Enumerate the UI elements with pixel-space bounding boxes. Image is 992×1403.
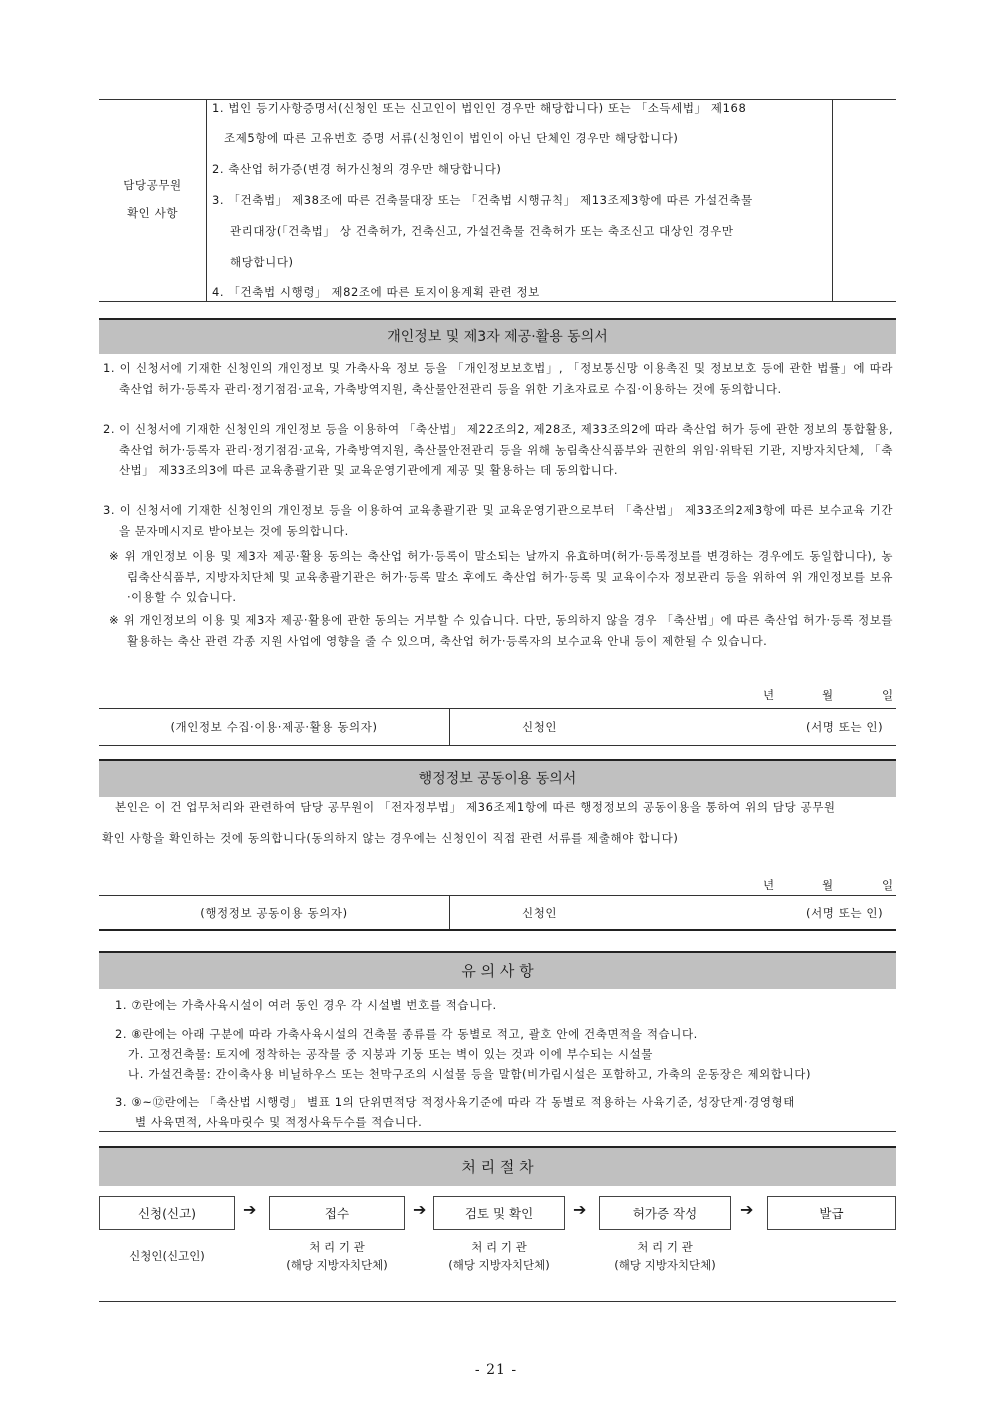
arrow-icon: ➔	[740, 1200, 754, 1219]
step-issue-license: 허가증 작성	[599, 1196, 731, 1230]
privacy-date-day: 일	[882, 688, 894, 702]
admin-consent-line2: 확인 사항을 확인하는 것에 동의합니다(동의하지 않는 경우에는 신청인이 직접 관련 서류를 제출해야 합니다)	[102, 831, 679, 845]
verification-item-1-cont: 조제5항에 따른 고유번호 증명 서류(신청인이 법인이 아닌 단체인 경우만 해당합니다)	[224, 131, 679, 145]
privacy-date-year: 년	[763, 688, 775, 702]
privacy-signature-field[interactable]: (서명 또는 인)	[806, 720, 884, 734]
privacy-consenter-label: (개인정보 수집·이용·제공·활용 동의자)	[170, 720, 378, 734]
admin-sign-divider	[449, 895, 450, 930]
arrow-icon: ➔	[243, 1200, 257, 1219]
note-2: 2. ⑧란에는 아래 구분에 따라 가축사육시설의 건축물 종류를 각 동별로 적고, 괄호 안에 건축면적을 적습니다.	[115, 1027, 698, 1041]
admin-applicant-label: 신청인	[522, 906, 558, 920]
actor-agency-label: 처 리 기 관	[637, 1240, 693, 1254]
actor-agency-label: 처 리 기 관	[309, 1240, 365, 1254]
step-receipt: 접수	[269, 1196, 405, 1230]
arrow-icon: ➔	[413, 1200, 427, 1219]
table-bottom-border	[99, 301, 896, 302]
verification-item-1: 1. 법인 등기사항증명서(신청인 또는 신고인이 법인인 경우만 해당합니다) 또는 「소득세법」 제168	[212, 101, 747, 115]
privacy-applicant-label: 신청인	[522, 720, 558, 734]
privacy-notice-1: ※ 위 개인정보 이용 및 제3자 제공·활용 동의는 축산업 허가·등록이 말소되는 날까지 유효하며(허가·등록정보를 변경하는 경우에도 동일합니다), 농림축산식품부, 지방자치단체 및 교육총괄기관은 허가·등록 말소 후에도 축산업 허가·등록 및 교육이수자 정보관리 등을 위하여 위 개인정보를 보유·이용할 수 있습니다.	[109, 549, 893, 604]
admin-date-day: 일	[882, 878, 894, 892]
verification-item-4: 4. 「건축법 시행령」 제82조에 따른 토지이용계획 관련 정보	[212, 285, 540, 299]
procedure-section-title: 처 리 절 차	[99, 1146, 896, 1186]
note-2a: 가. 고정건축물: 토지에 정착하는 공작물 중 지붕과 기둥 또는 벽이 있는 것과 이에 부수되는 시설물	[128, 1047, 653, 1061]
privacy-clause-2: 2. 이 신청서에 기재한 신청인의 개인정보 등을 이용하여 「축산법」 제22조의2, 제28조, 제33조의2에 따라 축산업 허가 등에 관한 정보의 통합활용, 축산업 허가·등록자 관리·정기점검·교육, 가축방역지원, 축산물안전관리 등을 위해 농림축산식품부와 권한의 위임·위탁된 기관, 지방자치단체, 「축산법」 제33조의3에 따른 교육총괄기관 및 교육운영기관에게 제공 및 활용하는 데 동의합니다.	[103, 422, 893, 477]
notes-section-title: 유 의 사 항	[99, 951, 896, 989]
privacy-sign-top-border	[99, 708, 896, 709]
admin-consent-line1: 본인은 이 건 업무처리와 관련하여 담당 공무원이 「전자정부법」 제36조제1항에 따른 행정정보의 공동이용을 통하여 위의 담당 공무원	[115, 800, 836, 814]
arrow-icon: ➔	[573, 1200, 587, 1219]
note-3-cont: 별 사육면적, 사육마릿수 및 적정사육두수를 적습니다.	[135, 1115, 423, 1129]
privacy-sign-divider	[449, 708, 450, 745]
procedure-bottom-border	[99, 1301, 896, 1302]
privacy-date-month: 월	[822, 688, 834, 702]
step-review: 검토 및 확인	[433, 1196, 565, 1230]
privacy-section-title: 개인정보 및 제3자 제공·활용 동의서	[99, 318, 896, 354]
actor-agency-review	[417, 1238, 581, 1274]
admin-sign-top-border	[99, 895, 896, 896]
verification-item-3: 3. 「건축법」 제38조에 따른 건축물대장 또는 「건축법 시행규칙」 제13조제3항에 따른 가설건축물	[212, 193, 753, 207]
verification-label-line2: 확인 사항	[126, 206, 179, 220]
note-3: 3. ⑨~⑫란에는 「축산법 시행령」 별표 1의 단위면적당 적정사육기준에 따라 각 동별로 적용하는 사육기준, 성장단계·경영형태	[115, 1095, 795, 1109]
admin-sign-bottom-border	[99, 929, 896, 931]
admin-section-title: 행정정보 공동이용 동의서	[99, 759, 896, 797]
step-deliver: 발급	[767, 1196, 896, 1230]
actor-agency-sub: (해당 지방자치단체)	[448, 1258, 550, 1272]
note-1: 1. ⑦란에는 가축사육시설이 여러 동인 경우 각 시설별 번호를 적습니다.	[115, 998, 497, 1012]
actor-agency-sub: (해당 지방자치단체)	[286, 1258, 388, 1272]
actor-agency-sub: (해당 지방자치단체)	[614, 1258, 716, 1272]
actor-applicant: 신청인(신고인)	[129, 1249, 205, 1263]
privacy-clause-3: 3. 이 신청서에 기재한 신청인의 개인정보 등을 이용하여 교육총괄기관 및 교육운영기관으로부터 「축산법」 제33조의2제3항에 따른 보수교육 기간을 문자메시지로 받아보는 것에 동의합니다.	[103, 503, 893, 538]
verification-item-3-cont: 관리대장(「건축법」 상 건축허가, 건축신고, 가설건축물 건축허가 또는 축조신고 대상인 경우만	[230, 224, 734, 238]
step-apply: 신청(신고)	[99, 1196, 235, 1230]
admin-date-month: 월	[822, 878, 834, 892]
verification-label	[99, 177, 206, 221]
table-divider	[832, 99, 833, 301]
admin-consenter-label: (행정정보 공동이용 동의자)	[200, 906, 348, 920]
admin-date-year: 년	[763, 878, 775, 892]
verification-item-3-cont2: 해당합니다)	[230, 255, 294, 269]
actor-agency-receipt	[255, 1238, 419, 1274]
page-number: - 21 -	[474, 1362, 518, 1378]
verification-item-2: 2. 축산업 허가증(변경 허가신청의 경우만 해당합니다)	[212, 162, 502, 176]
table-divider	[206, 99, 207, 301]
privacy-notice-2: ※ 위 개인정보의 이용 및 제3자 제공·활용에 관한 동의는 거부할 수 있습니다. 다만, 동의하지 않을 경우 「축산법」에 따른 축산업 허가·등록 정보를 활용하는 축산 관련 각종 지원 사업에 영향을 줄 수 있으며, 축산업 허가·등록자의 보수교육 안내 등이 제한될 수 있습니다.	[109, 613, 893, 648]
note-2b: 나. 가설건축물: 간이축사용 비닐하우스 또는 천막구조의 시설물 등을 말함(비가림시설은 포함하고, 가축의 운동장은 제외합니다)	[128, 1067, 812, 1081]
notes-bottom-border	[99, 1131, 896, 1132]
actor-agency-issue	[583, 1238, 747, 1274]
privacy-sign-bottom-border	[99, 745, 896, 746]
privacy-clause-1: 1. 이 신청서에 기재한 신청인의 개인정보 및 가축사육 정보 등을 「개인정보보호법」, 「정보통신망 이용촉진 및 정보보호 등에 관한 법률」에 따라 축산업 허가·등록자 관리·정기점검·교육, 가축방역지원, 축산물안전관리 등을 위한 기초자료로 수집·이용하는 것에 동의합니다.	[103, 361, 893, 396]
actor-agency-label: 처 리 기 관	[471, 1240, 527, 1254]
verification-label-line1: 담당공무원	[123, 178, 182, 192]
admin-signature-field[interactable]: (서명 또는 인)	[806, 906, 884, 920]
